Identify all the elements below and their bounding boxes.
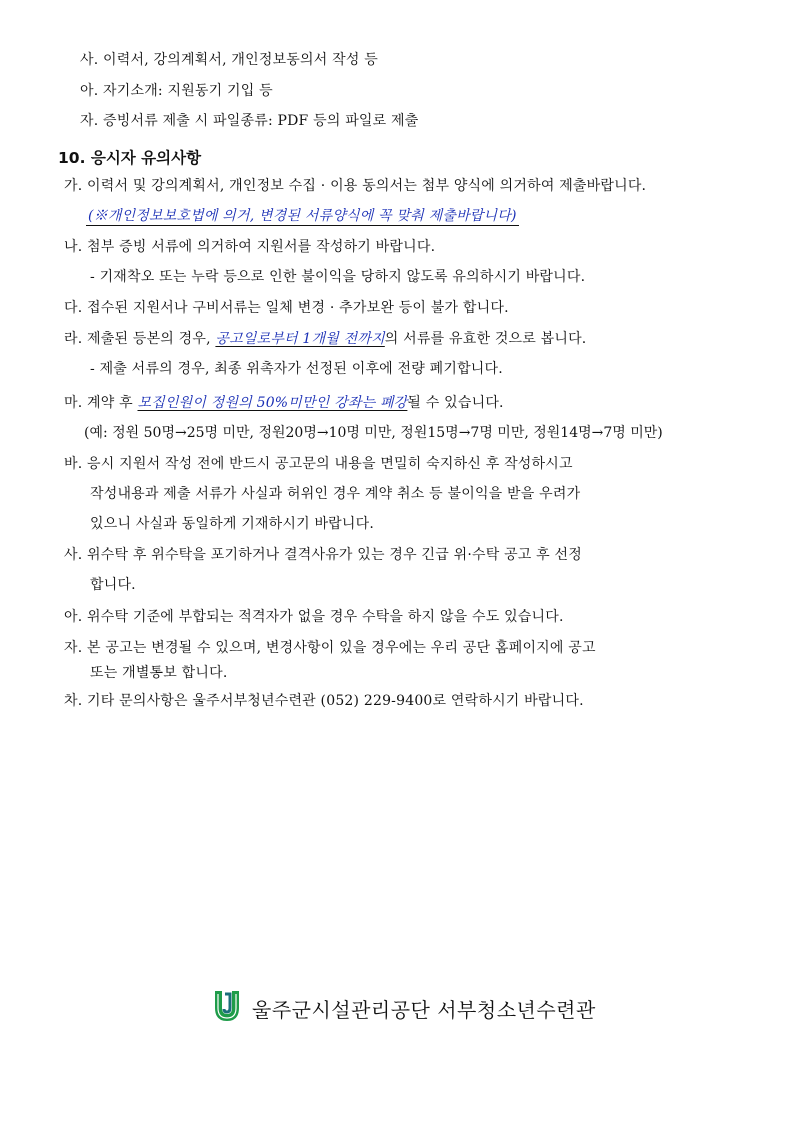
notice-ja-line2: 또는 개별통보 합니다. <box>90 665 228 681</box>
notice-ma-example: (예: 정원 50명→25명 미만, 정원20명→10명 미만, 정원15명→7명 미만, 정원14명→7명 미만) <box>84 425 663 441</box>
notice-ra-pre: 라. 제출된 등본의 경우, <box>64 331 216 347</box>
notice-ma-pre: 마. 계약 후 <box>64 395 138 411</box>
notice-ba-line3: 있으니 사실과 동일하게 기재하시기 바랍니다. <box>90 516 375 532</box>
notice-ma-post: 될 수 있습니다. <box>407 395 504 411</box>
notice-ma-emphasis: 모집인원이 정원의 50%미만인 강좌는 폐강 <box>137 395 408 411</box>
item-sa-resume: 사. 이력서, 강의계획서, 개인정보동의서 작성 등 <box>80 52 378 68</box>
notice-ra-sub: - 제출 서류의 경우, 최종 위촉자가 선정된 이후에 전량 폐기합니다. <box>90 361 503 377</box>
notice-sa-line1: 사. 위수탁 후 위수탁을 포기하거나 결격사유가 있는 경우 긴급 위·수탁 공고 후 선정 <box>64 547 582 563</box>
privacy-law-note: (※개인정보보호법에 의거, 변경된 서류양식에 꼭 맞춰 제출바랍니다) <box>88 208 517 224</box>
notice-ga: 가. 이력서 및 강의계획서, 개인정보 수집 · 이용 동의서는 첨부 양식에 의거하여 제출바랍니다. <box>64 178 647 194</box>
footer-organization <box>212 990 596 1026</box>
notice-a: 아. 위수탁 기준에 부합되는 적격자가 없을 경우 수탁을 하지 않을 수도 있습니다. <box>64 609 564 625</box>
notice-ra-emphasis: 공고일로부터 1개월 전까지 <box>215 331 385 347</box>
notice-ja-line1: 자. 본 공고는 변경될 수 있으며, 변경사항이 있을 경우에는 우리 공단 홈페이지에 공고 <box>64 640 596 656</box>
org-name: 울주군시설관리공단 서부청소년수련관 <box>252 997 596 1022</box>
item-a-self-intro: 아. 자기소개: 지원동기 기입 등 <box>80 83 273 99</box>
notice-ma <box>0 392 793 414</box>
notice-na-sub: - 기재착오 또는 누락 등으로 인한 불이익을 당하지 않도록 유의하시기 바랍니다. <box>90 269 586 285</box>
notice-ba-line1: 바. 응시 지원서 작성 전에 반드시 공고문의 내용을 면밀히 숙지하신 후 작성하시고 <box>64 456 573 472</box>
notice-ra <box>0 328 793 350</box>
notice-ra-post: 의 서류를 유효한 것으로 봅니다. <box>384 331 587 347</box>
uj-logo-icon <box>212 988 242 1028</box>
section-heading: 10. 응시자 유의사항 <box>58 149 202 167</box>
item-ja-file-type: 자. 증빙서류 제출 시 파일종류: PDF 등의 파일로 제출 <box>80 113 419 129</box>
notice-ba-line2: 작성내용과 제출 서류가 사실과 허위인 경우 계약 취소 등 불이익을 받을 우려가 <box>90 486 581 502</box>
notice-da: 다. 접수된 지원서나 구비서류는 일체 변경 · 추가보완 등이 불가 합니다. <box>64 300 509 316</box>
notice-na: 나. 첨부 증빙 서류에 의거하여 지원서를 작성하기 바랍니다. <box>64 239 436 255</box>
notice-sa-line2: 합니다. <box>90 577 136 593</box>
notice-cha: 차. 기타 문의사항은 울주서부청년수련관 (052) 229-9400로 연락하시기 바랍니다. <box>64 693 584 709</box>
notice-ga-note <box>0 205 793 227</box>
